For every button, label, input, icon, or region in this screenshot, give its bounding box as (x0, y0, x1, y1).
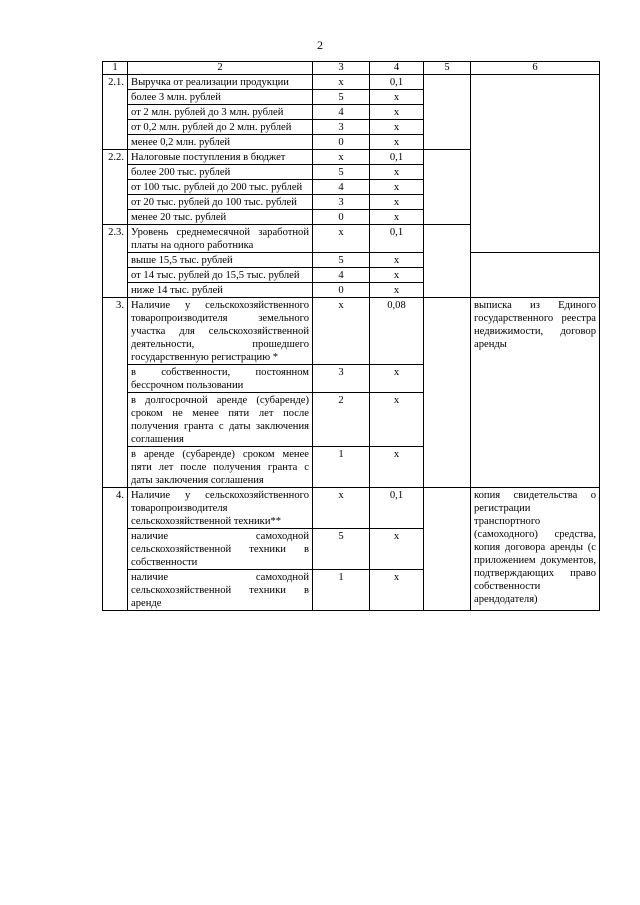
section-title: Наличие у сельскохозяйственного товаропроизводителя земельного участка для сельскохозяйственной деятельности, прошедшего государственную регистрацию * (128, 298, 313, 365)
score-cell: 5 (313, 529, 370, 570)
weight-cell: х (370, 165, 424, 180)
section-title: Уровень среднемесячной заработной платы на одного работника (128, 225, 313, 253)
criterion-name: наличие самоходной сельскохозяйственной техники в аренде (128, 570, 313, 611)
score-cell: 5 (313, 253, 370, 268)
section-number: 4. (103, 488, 128, 611)
criterion-name: ниже 14 тыс. рублей (128, 283, 313, 298)
criterion-name: от 100 тыс. рублей до 200 тыс. рублей (128, 180, 313, 195)
score-cell: х (313, 150, 370, 165)
criteria-table (102, 61, 600, 611)
score-cell: 5 (313, 165, 370, 180)
score-cell: 0 (313, 210, 370, 225)
weight-cell: х (370, 268, 424, 283)
criterion-name: менее 0,2 млн. рублей (128, 135, 313, 150)
score-cell: 2 (313, 393, 370, 447)
criterion-name: от 14 тыс. рублей до 15,5 тыс. рублей (128, 268, 313, 283)
weight-cell: 0,1 (370, 75, 424, 90)
criterion-name: в долгосрочной аренде (субаренде) сроком не менее пяти лет после получения гранта с даты заключения соглашения (128, 393, 313, 447)
document-cell (471, 75, 600, 253)
score-cell: х (313, 75, 370, 90)
section-number: 2.2. (103, 150, 128, 225)
document-cell: выписка из Единого государственного реестра недвижимости, договор аренды (471, 298, 600, 488)
weight-cell: 0,1 (370, 488, 424, 529)
value-cell (424, 75, 471, 150)
weight-cell: 0,1 (370, 150, 424, 165)
criterion-name: в собственности, постоянном бессрочном пользовании (128, 365, 313, 393)
score-cell: 3 (313, 120, 370, 135)
weight-cell: х (370, 570, 424, 611)
weight-cell: х (370, 253, 424, 268)
score-cell: 3 (313, 365, 370, 393)
weight-cell: х (370, 283, 424, 298)
weight-cell: х (370, 135, 424, 150)
score-cell: 1 (313, 447, 370, 488)
weight-cell: х (370, 365, 424, 393)
section-number: 3. (103, 298, 128, 488)
score-cell: 1 (313, 570, 370, 611)
value-cell (424, 150, 471, 225)
criterion-name: более 200 тыс. рублей (128, 165, 313, 180)
header-cell: 4 (370, 62, 424, 75)
criterion-name: выше 15,5 тыс. рублей (128, 253, 313, 268)
score-cell: 5 (313, 90, 370, 105)
score-cell: 4 (313, 105, 370, 120)
section-row (103, 75, 600, 90)
score-cell: 3 (313, 195, 370, 210)
score-cell: 0 (313, 135, 370, 150)
section-title: Выручка от реализации продукции (128, 75, 313, 90)
weight-cell: х (370, 447, 424, 488)
section-title: Наличие у сельскохозяйственного товаропроизводителя сельскохозяйственной техники** (128, 488, 313, 529)
table-row (103, 253, 600, 268)
weight-cell: х (370, 210, 424, 225)
weight-cell: х (370, 120, 424, 135)
header-row (103, 62, 600, 75)
header-cell: 1 (103, 62, 128, 75)
weight-cell: х (370, 529, 424, 570)
weight-cell: х (370, 393, 424, 447)
weight-cell: 0,1 (370, 225, 424, 253)
score-cell: х (313, 225, 370, 253)
header-cell: 6 (471, 62, 600, 75)
score-cell: х (313, 298, 370, 365)
section-title: Налоговые поступления в бюджет (128, 150, 313, 165)
score-cell: 4 (313, 180, 370, 195)
criterion-name: от 2 млн. рублей до 3 млн. рублей (128, 105, 313, 120)
criterion-name: в аренде (субаренде) сроком менее пяти лет после получения гранта с даты заключения соглашения (128, 447, 313, 488)
document-cell (471, 253, 600, 298)
score-cell: 4 (313, 268, 370, 283)
value-cell (424, 225, 471, 298)
value-cell (424, 298, 471, 488)
section-row (103, 298, 600, 365)
header-cell: 5 (424, 62, 471, 75)
section-number: 2.3. (103, 225, 128, 298)
value-cell (424, 488, 471, 611)
weight-cell: х (370, 90, 424, 105)
weight-cell: х (370, 195, 424, 210)
page-number: 2 (317, 38, 323, 52)
weight-cell: х (370, 180, 424, 195)
criterion-name: менее 20 тыс. рублей (128, 210, 313, 225)
header-cell: 2 (128, 62, 313, 75)
score-cell: 0 (313, 283, 370, 298)
weight-cell: х (370, 105, 424, 120)
score-cell: х (313, 488, 370, 529)
criterion-name: более 3 млн. рублей (128, 90, 313, 105)
section-row (103, 488, 600, 529)
document-cell: копия свидетельства о регистрации транспортного (самоходного) средства, копия договора аренды (с приложением документов, подтверждающих право собственности арендодателя) (471, 488, 600, 611)
header-cell: 3 (313, 62, 370, 75)
section-number: 2.1. (103, 75, 128, 150)
criterion-name: наличие самоходной сельскохозяйственной техники в собственности (128, 529, 313, 570)
weight-cell: 0,08 (370, 298, 424, 365)
criterion-name: от 20 тыс. рублей до 100 тыс. рублей (128, 195, 313, 210)
criterion-name: от 0,2 млн. рублей до 2 млн. рублей (128, 120, 313, 135)
